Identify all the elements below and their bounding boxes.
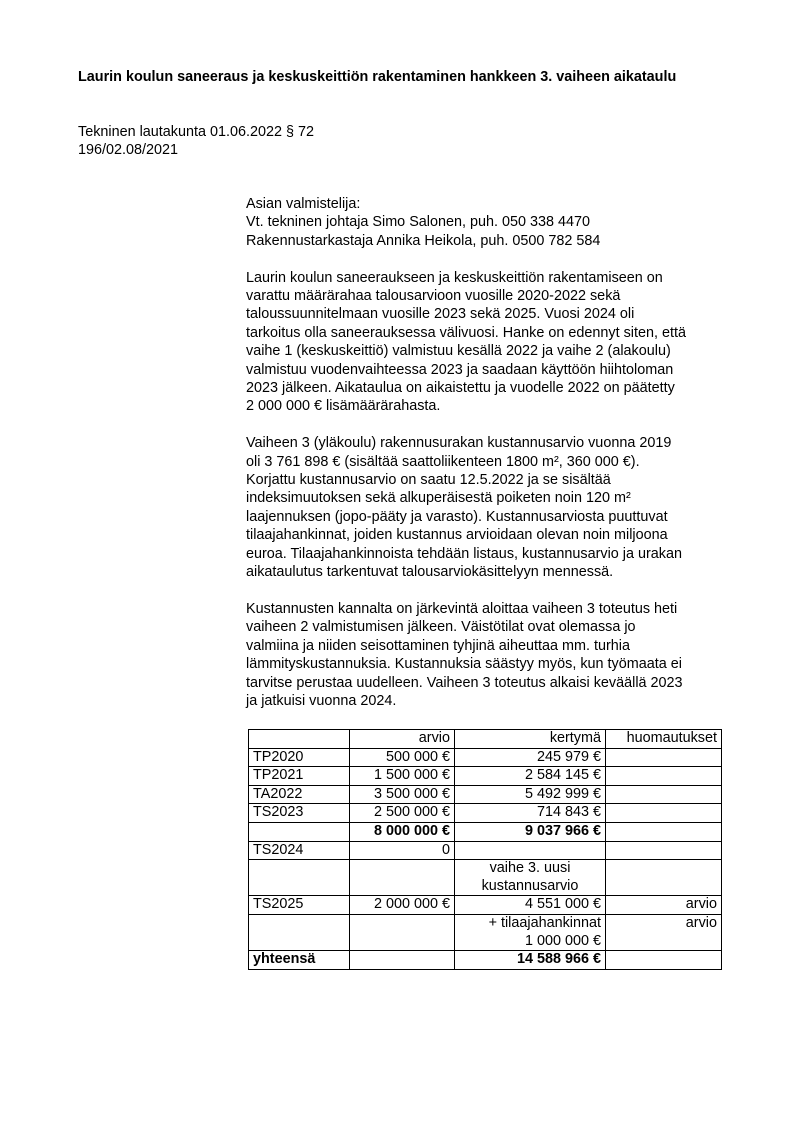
table-cell (350, 914, 455, 950)
body-paragraph (246, 600, 746, 710)
paragraph-line: taloussuunnitelmaan vuosille 2023 sekä 2025. Vuosi 2024 oli (246, 306, 635, 323)
table-cell: TS2024 (249, 841, 350, 860)
table-row (249, 785, 722, 804)
paragraph-line: valmiina ja niiden seisottaminen tyhjinä aiheuttaa mm. turhia (246, 637, 630, 654)
table-row (249, 748, 722, 767)
paragraph-line: vaiheen 2 valmistumisen jälkeen. Väistötilat ovat olemassa jo (246, 619, 636, 636)
table-cell (606, 748, 722, 767)
paragraph-line: aikataulutus tarkentuvat talousarviokäsittelyyn mennessä. (246, 564, 614, 581)
table-cell (606, 841, 722, 860)
table-cell: 3 500 000 € (350, 785, 455, 804)
table-cell-line: kustannusarvio (481, 877, 579, 894)
table-row (249, 841, 722, 860)
table-cell (606, 860, 722, 896)
case-number: 196/02.08/2021 (78, 142, 179, 158)
body-paragraph (246, 269, 746, 416)
paragraphs (246, 269, 746, 711)
table-cell: arvio (606, 914, 722, 950)
table-cell: TA2022 (249, 785, 350, 804)
cost-table (248, 729, 722, 970)
table-cell: 5 492 999 € (455, 785, 606, 804)
table-cell: TS2025 (249, 896, 350, 915)
table-cell (249, 822, 350, 841)
table-cell: 9 037 966 € (455, 822, 606, 841)
table-cell-line: + tilaajahankinnat (488, 914, 601, 931)
table-cell (455, 914, 606, 950)
preparation-block (246, 195, 746, 250)
paragraph-line: tarkoitus olla saneerauksessa välivuosi. Hanke on edennyt siten, että (246, 324, 686, 341)
table-row (249, 822, 722, 841)
table-header-cell: arvio (350, 730, 455, 749)
table-cell (455, 860, 606, 896)
table-header-cell (249, 730, 350, 749)
paragraph-line: Kustannusten kannalta on järkevintä aloittaa vaiheen 3 toteutus heti (246, 600, 678, 617)
document-title: Laurin koulun saneeraus ja keskuskeittiön rakentaminen hankkeen 3. vaiheen aikataulu (78, 69, 677, 85)
table-cell: TS2023 (249, 804, 350, 823)
body-paragraph (246, 434, 746, 581)
table-header-cell: kertymä (455, 730, 606, 749)
table-cell (249, 914, 350, 950)
preparer-2: Rakennustarkastaja Annika Heikola, puh. 0500 782 584 (246, 232, 601, 249)
table-cell (455, 841, 606, 860)
table-cell (606, 785, 722, 804)
paragraph-line: 2 000 000 € lisämäärärahasta. (246, 398, 441, 415)
paragraph-line: tilaajahankinnat, joiden kustannus arvioidaan olevan noin miljoona (246, 527, 668, 544)
preparer-heading: Asian valmistelija: (246, 196, 361, 212)
paragraph-line: ja jatkuisi vuonna 2024. (246, 692, 397, 709)
table-cell (606, 767, 722, 786)
table-cell: arvio (606, 896, 722, 915)
table-cell (249, 860, 350, 896)
table-row (249, 860, 722, 896)
paragraph-line: valmistuu vuodenvaihteessa 2023 ja saadaan käyttöön hiihtoloman (246, 361, 674, 378)
table-cell: 245 979 € (455, 748, 606, 767)
table-cell (350, 951, 455, 970)
table-row (249, 951, 722, 970)
table-cell: 2 500 000 € (350, 804, 455, 823)
table-cell (350, 860, 455, 896)
meeting-reference: Tekninen lautakunta 01.06.2022 § 72 (78, 124, 315, 140)
paragraph-line: vaihe 1 (keskuskeittiö) valmistuu kesällä 2022 ja vaihe 2 (alakoulu) (246, 343, 671, 360)
table-row (249, 804, 722, 823)
table-cell-line: 1 000 000 € (524, 932, 601, 949)
table-cell: 4 551 000 € (455, 896, 606, 915)
paragraph-line: Vaiheen 3 (yläkoulu) rakennusurakan kustannusarvio vuonna 2019 (246, 435, 672, 452)
preparer-1: Vt. tekninen johtaja Simo Salonen, puh. 050 338 4470 (246, 214, 591, 231)
table-row (249, 914, 722, 950)
table-row (249, 896, 722, 915)
paragraph-line: laajennuksen (jopo-pääty ja varasto). Kustannusarviosta puuttuvat (246, 508, 668, 525)
table-cell: TP2020 (249, 748, 350, 767)
table-cell (606, 951, 722, 970)
paragraph-line: Korjattu kustannusarvio on saatu 12.5.2022 ja se sisältää (246, 472, 611, 489)
paragraph-line: lämmityskustannuksia. Kustannuksia säästyy myös, kun työmaata ei (246, 656, 682, 673)
paragraph-line: Laurin koulun saneeraukseen ja keskuskeittiön rakentamiseen on (246, 269, 663, 286)
paragraph-line: euroa. Tilaajahankinnoista tehdään listaus, kustannusarvio ja urakan (246, 545, 682, 562)
document-body (246, 195, 746, 729)
paragraph-line: 2023 jälkeen. Aikataulua on aikaistettu ja vuodelle 2022 on päätetty (246, 380, 675, 397)
table-cell: 714 843 € (455, 804, 606, 823)
table-cell: 2 000 000 € (350, 896, 455, 915)
table-cell: yhteensä (249, 951, 350, 970)
table-cell: 1 500 000 € (350, 767, 455, 786)
table-cell (606, 804, 722, 823)
paragraph-line: indeksimuutoksen sekä alkuperäisestä poiketen noin 120 m² (246, 490, 631, 507)
paragraph-line: oli 3 761 898 € (sisältää saattoliikenteen 1800 m², 360 000 €). (246, 453, 640, 470)
table-header-cell: huomautukset (606, 730, 722, 749)
table-cell-line: vaihe 3. uusi (489, 860, 571, 877)
table-cell: 14 588 966 € (455, 951, 606, 970)
table-cell: TP2021 (249, 767, 350, 786)
document-meta (78, 123, 314, 159)
table-cell: 2 584 145 € (455, 767, 606, 786)
paragraph-line: tarvitse perustaa uudelleen. Vaiheen 3 toteutus alkaisi keväällä 2023 (246, 674, 683, 691)
table-cell: 0 (350, 841, 455, 860)
table-row (249, 767, 722, 786)
table-cell: 8 000 000 € (350, 822, 455, 841)
paragraph-line: varattu määrärahaa talousarvioon vuosille 2020-2022 sekä (246, 288, 621, 305)
table-cell: 500 000 € (350, 748, 455, 767)
table-cell (606, 822, 722, 841)
table-header-row (249, 730, 722, 749)
